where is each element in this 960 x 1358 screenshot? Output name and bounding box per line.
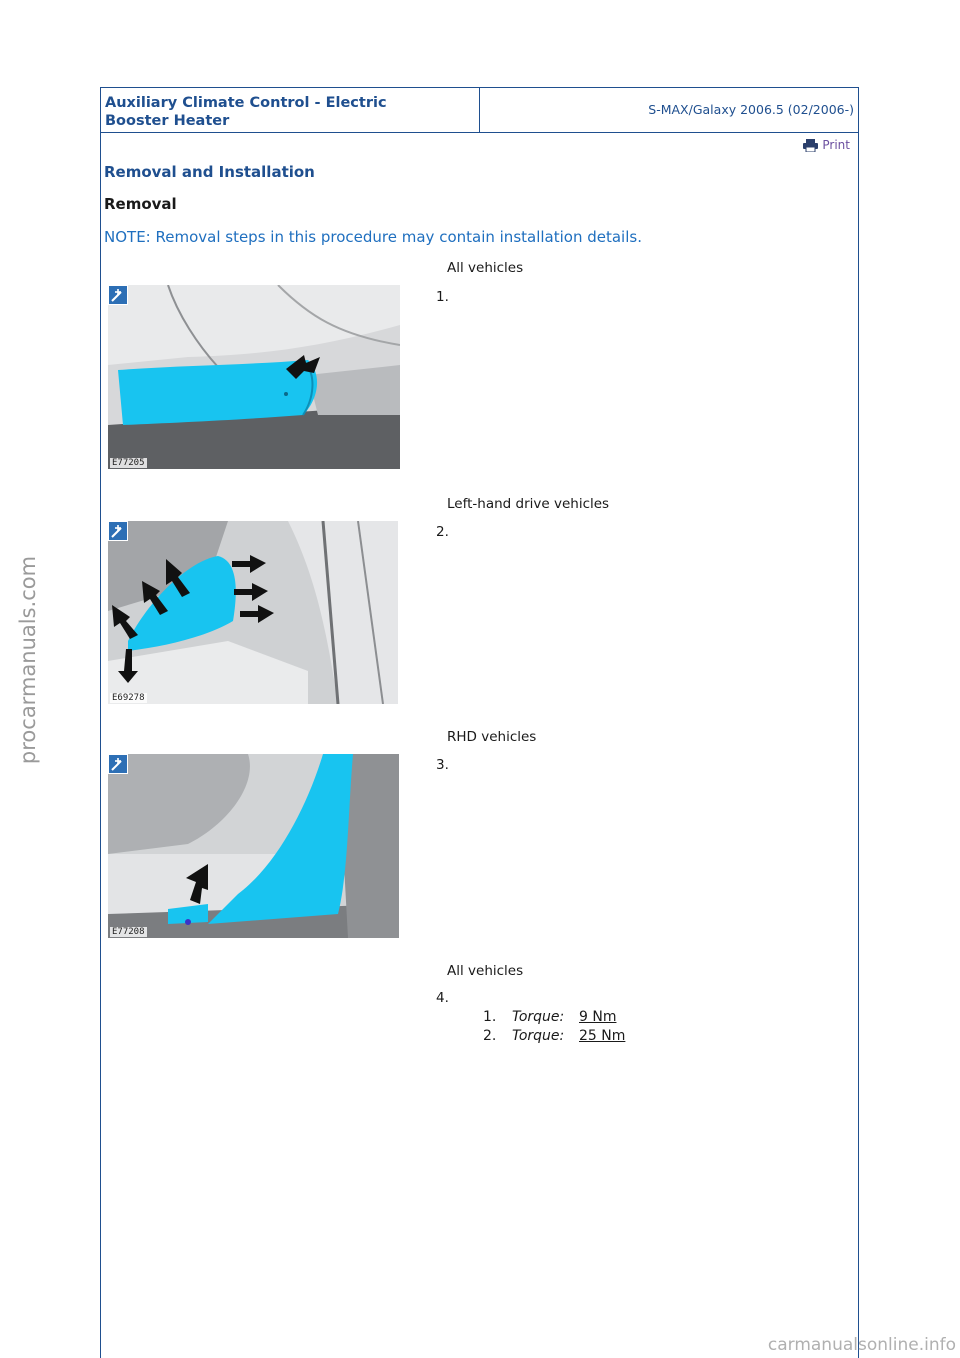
print-label: Print [822, 138, 850, 152]
torque-label: Torque: [512, 1009, 565, 1025]
zoom-icon[interactable] [108, 521, 128, 541]
printer-icon [803, 139, 818, 152]
step-4-number: 4. [436, 990, 449, 1006]
step-1-figure[interactable] [108, 285, 400, 469]
torque-value-link[interactable]: 25 Nm [579, 1028, 626, 1044]
side-watermark [14, 540, 42, 780]
torque-number: 2. [483, 1028, 497, 1044]
step-2-number: 2. [436, 524, 449, 540]
step-3-context: RHD vehicles [447, 729, 537, 745]
step-3-figure[interactable] [108, 754, 399, 938]
print-button[interactable] [803, 138, 850, 152]
step-1-number: 1. [436, 289, 449, 305]
figure-code: E69278 [112, 693, 145, 703]
title-line-2: Booster Heater [105, 113, 230, 129]
figure-code: E77208 [112, 927, 145, 937]
side-watermark-text: procarmanuals.com [16, 555, 40, 765]
step-3-number: 3. [436, 757, 449, 773]
step-2-context: Left-hand drive vehicles [447, 496, 610, 512]
torque-label: Torque: [512, 1028, 565, 1044]
step-1-context: All vehicles [447, 260, 524, 276]
footer-watermark: carmanualsonline.info [767, 1335, 956, 1355]
torque-number: 1. [483, 1009, 497, 1025]
model-label: S-MAX/Galaxy 2006.5 (02/2006-) [648, 102, 854, 117]
section-heading: Removal and Installation [104, 163, 315, 181]
zoom-icon[interactable] [108, 285, 128, 305]
step-2-figure[interactable] [108, 521, 398, 704]
page-frame [100, 87, 859, 1358]
figure-code: E77205 [112, 458, 145, 468]
zoom-icon[interactable] [108, 754, 128, 774]
step-4-context: All vehicles [447, 963, 524, 979]
removal-note: NOTE: Removal steps in this procedure may contain installation details. [104, 228, 642, 246]
title-line-1: Auxiliary Climate Control - Electric [105, 95, 387, 111]
subsection-heading: Removal [104, 195, 177, 213]
document-header [100, 87, 859, 133]
document-title [101, 88, 480, 132]
torque-value-link[interactable]: 9 Nm [579, 1009, 617, 1025]
